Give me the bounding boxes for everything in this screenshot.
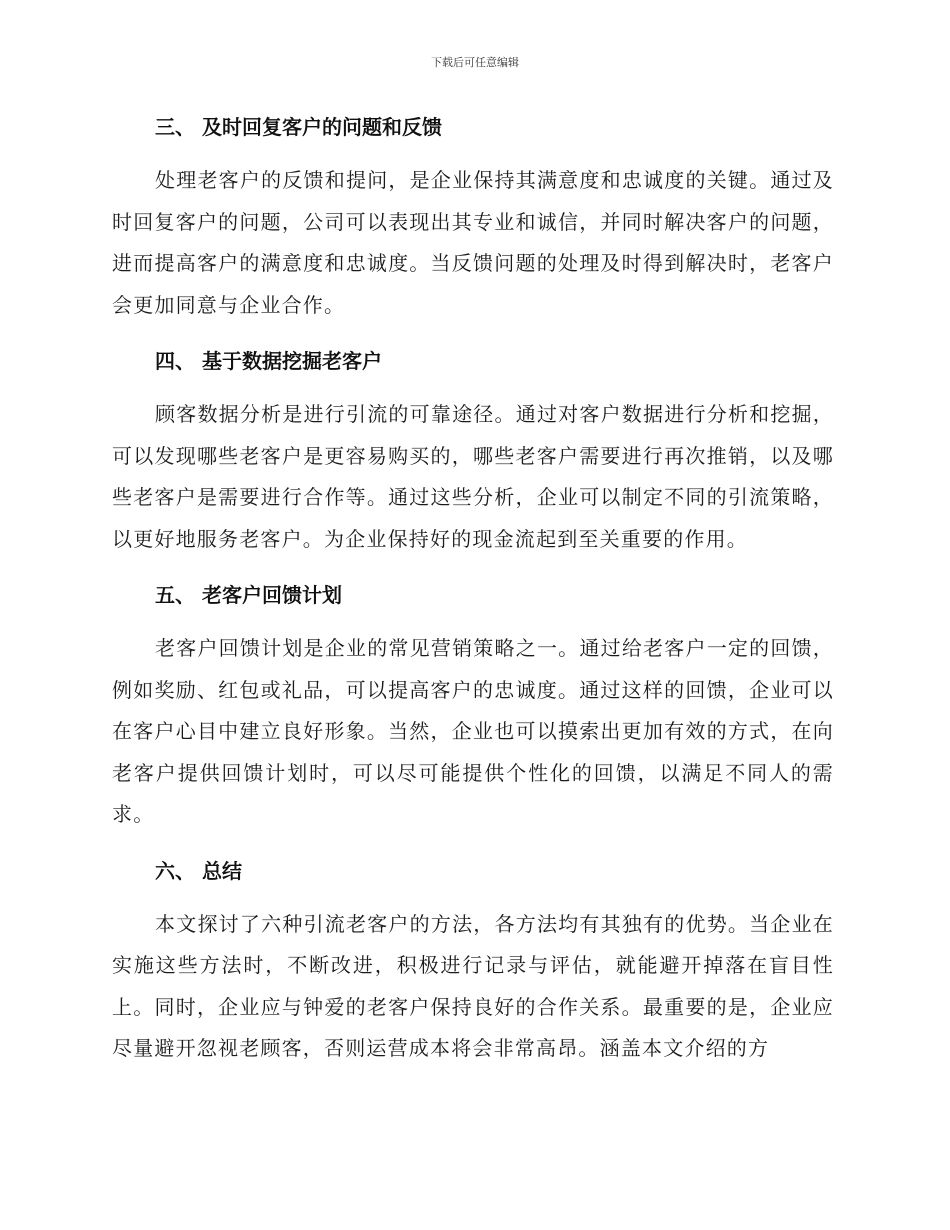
- section-heading-3: 三、 及时回复客户的问题和反馈: [155, 115, 442, 139]
- section-paragraph-5: 老客户回馈计划是企业的常见营销策略之一。通过给老客户一定的回馈，例如奖励、红包或礼品，可以提高客户的忠诚度。通过这样的回馈，企业可以在客户心目中建立良好形象。当然，企业也可以摸索出更加有效的方式，在向老客户提供回馈计划时，可以尽可能提供个性化的回馈，以满足不同人的需求。: [112, 636, 834, 826]
- section-heading-5: 五、 老客户回馈计划: [155, 583, 342, 607]
- section-paragraph-4: 顾客数据分析是进行引流的可靠途径。通过对客户数据进行分析和挖掘，可以发现哪些老客户是更容易购买的，哪些老客户需要进行再次推销，以及哪些老客户是需要进行合作等。通过这些分析，企业可以制定不同的引流策略，以更好地服务老客户。为企业保持好的现金流起到至关重要的作用。: [112, 402, 834, 551]
- section-heading-4: 四、 基于数据挖掘老客户: [155, 349, 382, 373]
- section-heading-6: 六、 总结: [155, 858, 242, 883]
- section-paragraph-6: 本文探讨了六种引流老客户的方法，各方法均有其独有的优势。当企业在实施这些方法时，不断改进，积极进行记录与评估，就能避开掉落在盲目性上。同时，企业应与钟爱的老客户保持良好的合作关系。最重要的是，企业应尽量避开忽视老顾客，否则运营成本将会非常高昂。涵盖本文介绍的方: [112, 911, 834, 1060]
- page-header: 下载后可任意编辑: [431, 56, 519, 69]
- document-body: [112, 106, 834, 1070]
- section-paragraph-3: 处理老客户的反馈和提问，是企业保持其满意度和忠诚度的关键。通过及时回复客户的问题，公司可以表现出其专业和诚信，并同时解决客户的问题，进而提高客户的满意度和忠诚度。当反馈问题的处理及时得到解决时，老客户会更加同意与企业合作。: [112, 168, 834, 317]
